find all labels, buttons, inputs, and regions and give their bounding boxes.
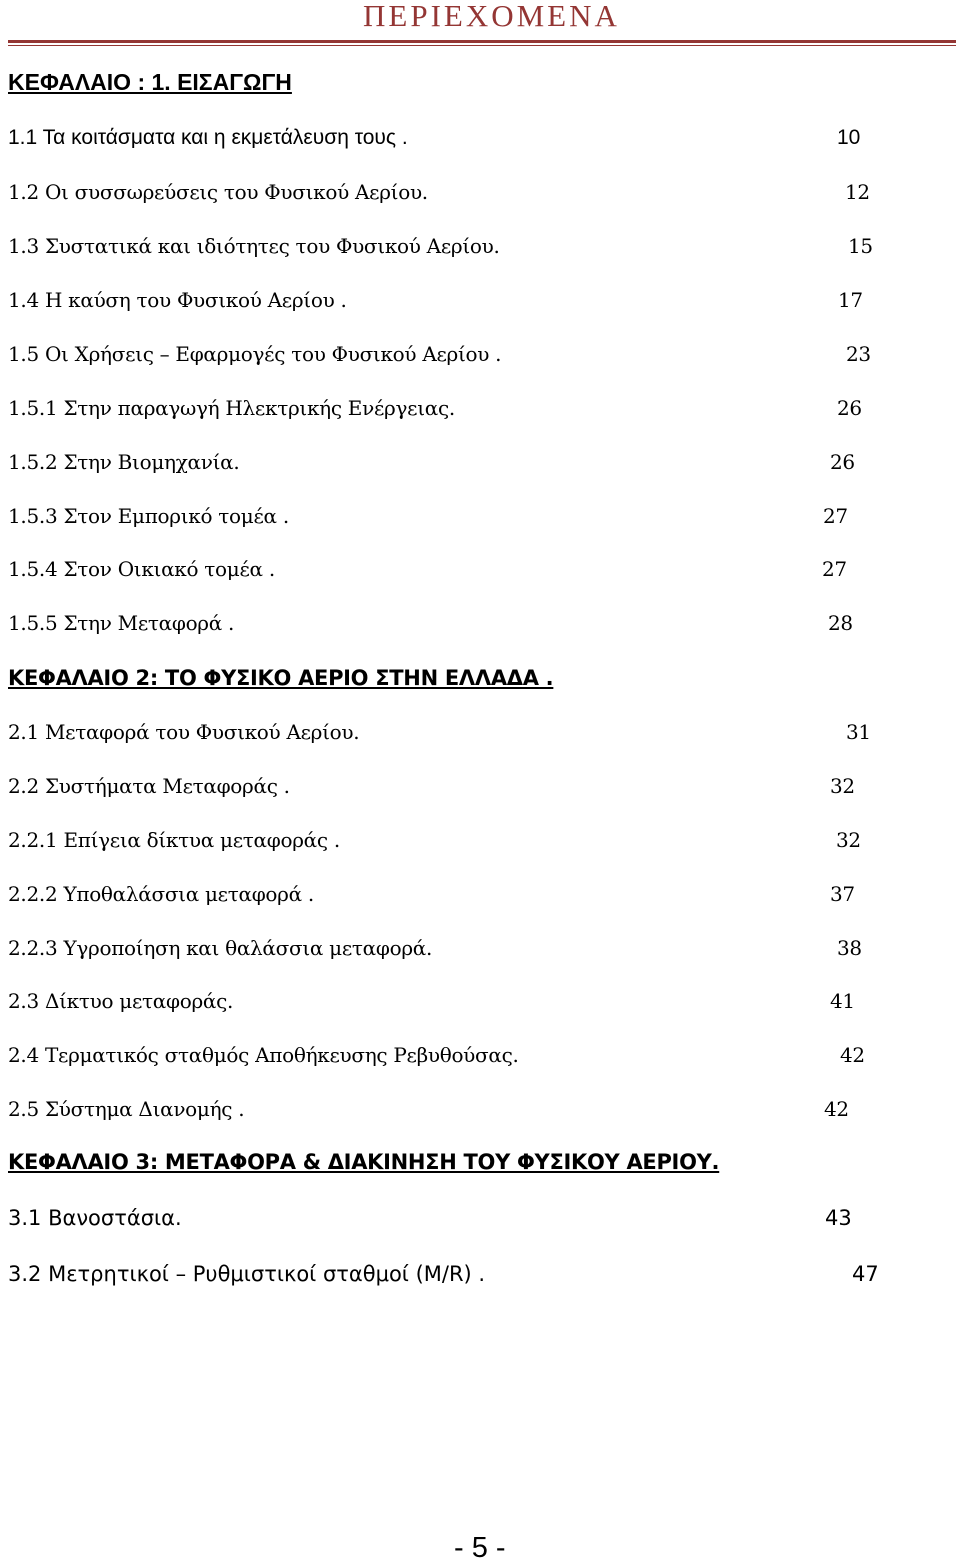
toc-entry-text: 2.2 Συστήματα Μεταφοράς . [8, 774, 290, 798]
title-rule-thick [8, 40, 956, 43]
toc-entry-1-5 [8, 342, 960, 372]
toc-entry-page: 31 [846, 720, 871, 744]
toc-entry-1-4 [8, 288, 960, 318]
chapter-3-heading: ΚΕΦΑΛΑΙΟ 3: ΜΕΤΑΦΟΡΑ & ΔΙΑΚΙΝΗΣΗ ΤΟΥ ΦΥΣΙΚΟΥ ΑΕΡΙΟΥ. [8, 1150, 720, 1174]
toc-entry-text: 1.5.5 Στην Μεταφορά . [8, 611, 235, 635]
toc-entry-3-2 [8, 1262, 960, 1292]
toc-entry-1-5-1 [8, 396, 960, 426]
toc-entry-page: 32 [836, 828, 861, 852]
toc-entry-page: 15 [848, 234, 873, 258]
toc-entry-1-1 [8, 126, 960, 156]
toc-entry-text: 2.3 Δίκτυο μεταφοράς. [8, 989, 234, 1013]
toc-entry-text: 1.5.1 Στην παραγωγή Ηλεκτρικής Ενέργειας. [8, 396, 455, 420]
toc-entry-1-3 [8, 234, 960, 264]
title-rule-thin [8, 45, 956, 46]
chapter-1-heading: ΚΕΦΑΛΑΙΟ : 1. ΕΙΣΑΓΩΓΗ [8, 69, 292, 95]
toc-entry-page: 32 [830, 774, 855, 798]
toc-entry-page: 38 [837, 936, 862, 960]
toc-entry-text: 1.5.4 Στον Οικιακό τομέα . [8, 557, 275, 581]
toc-entry-page: 17 [838, 288, 863, 312]
toc-entry-page: 26 [837, 396, 862, 420]
toc-entry-text: 2.4 Τερματικός σταθμός Αποθήκευσης Ρεβυθούσας. [8, 1043, 519, 1067]
toc-entry-page: 28 [828, 611, 853, 635]
toc-entry-text: 2.2.2 Υποθαλάσσια μεταφορά . [8, 882, 314, 906]
toc-entry-page: 42 [824, 1097, 849, 1121]
toc-entry-text: 1.1 Τα κοιτάσματα και η εκμετάλευση τους . [8, 126, 408, 149]
toc-entry-2-1 [8, 720, 960, 750]
toc-entry-text: 2.2.1 Επίγεια δίκτυα μεταφοράς . [8, 828, 340, 852]
toc-entry-page: 12 [845, 180, 870, 204]
toc-entry-text: 1.4 Η καύση του Φυσικού Αερίου . [8, 288, 347, 312]
toc-entry-1-2 [8, 180, 960, 210]
page-title: ΠΕΡΙΕΧΟΜΕΝΑ [363, 0, 620, 33]
page-number: - 5 - [454, 1532, 506, 1564]
toc-entry-page: 10 [837, 126, 861, 149]
toc-entry-text: 3.1 Βανοστάσια. [8, 1206, 182, 1230]
toc-entry-page: 43 [825, 1206, 852, 1230]
toc-entry-2-2 [8, 774, 960, 804]
toc-entry-2-2-2 [8, 882, 960, 912]
toc-entry-text: 1.5 Οι Χρήσεις – Εφαρμογές του Φυσικού Αερίου . [8, 342, 502, 366]
toc-entry-1-5-4 [8, 557, 960, 587]
toc-entry-page: 26 [830, 450, 855, 474]
toc-entry-text: 3.2 Μετρητικοί – Ρυθμιστικοί σταθμοί (M/R) . [8, 1262, 486, 1286]
toc-entry-page: 42 [840, 1043, 865, 1067]
toc-entry-page: 23 [846, 342, 871, 366]
toc-entry-3-1 [8, 1206, 960, 1236]
chapter-2-heading: ΚΕΦΑΛΑΙΟ 2: ΤΟ ΦΥΣΙΚΟ ΑΕΡΙΟ ΣΤΗΝ ΕΛΛΑΔΑ . [8, 666, 554, 690]
toc-entry-text: 1.2 Οι συσσωρεύσεις του Φυσικού Αερίου. [8, 180, 428, 204]
toc-entry-1-5-5 [8, 611, 960, 641]
toc-entry-2-5 [8, 1097, 960, 1127]
toc-entry-text: 1.5.3 Στον Εμπορικό τομέα . [8, 504, 289, 528]
toc-entry-text: 2.2.3 Υγροποίηση και θαλάσσια μεταφορά. [8, 936, 433, 960]
toc-entry-page: 47 [852, 1262, 879, 1286]
toc-entry-1-5-3 [8, 504, 960, 534]
toc-entry-text: 2.5 Σύστημα Διανομής . [8, 1097, 245, 1121]
toc-entry-text: 2.1 Μεταφορά του Φυσικού Αερίου. [8, 720, 360, 744]
toc-entry-page: 27 [823, 504, 848, 528]
toc-entry-page: 37 [830, 882, 855, 906]
toc-entry-2-2-3 [8, 936, 960, 966]
toc-entry-2-3 [8, 989, 960, 1019]
toc-entry-page: 41 [830, 989, 855, 1013]
toc-entry-2-2-1 [8, 828, 960, 858]
toc-entry-text: 1.5.2 Στην Βιομηχανία. [8, 450, 240, 474]
toc-entry-2-4 [8, 1043, 960, 1073]
toc-entry-1-5-2 [8, 450, 960, 480]
toc-entry-page: 27 [822, 557, 847, 581]
toc-entry-text: 1.3 Συστατικά και ιδιότητες του Φυσικού Αερίου. [8, 234, 500, 258]
